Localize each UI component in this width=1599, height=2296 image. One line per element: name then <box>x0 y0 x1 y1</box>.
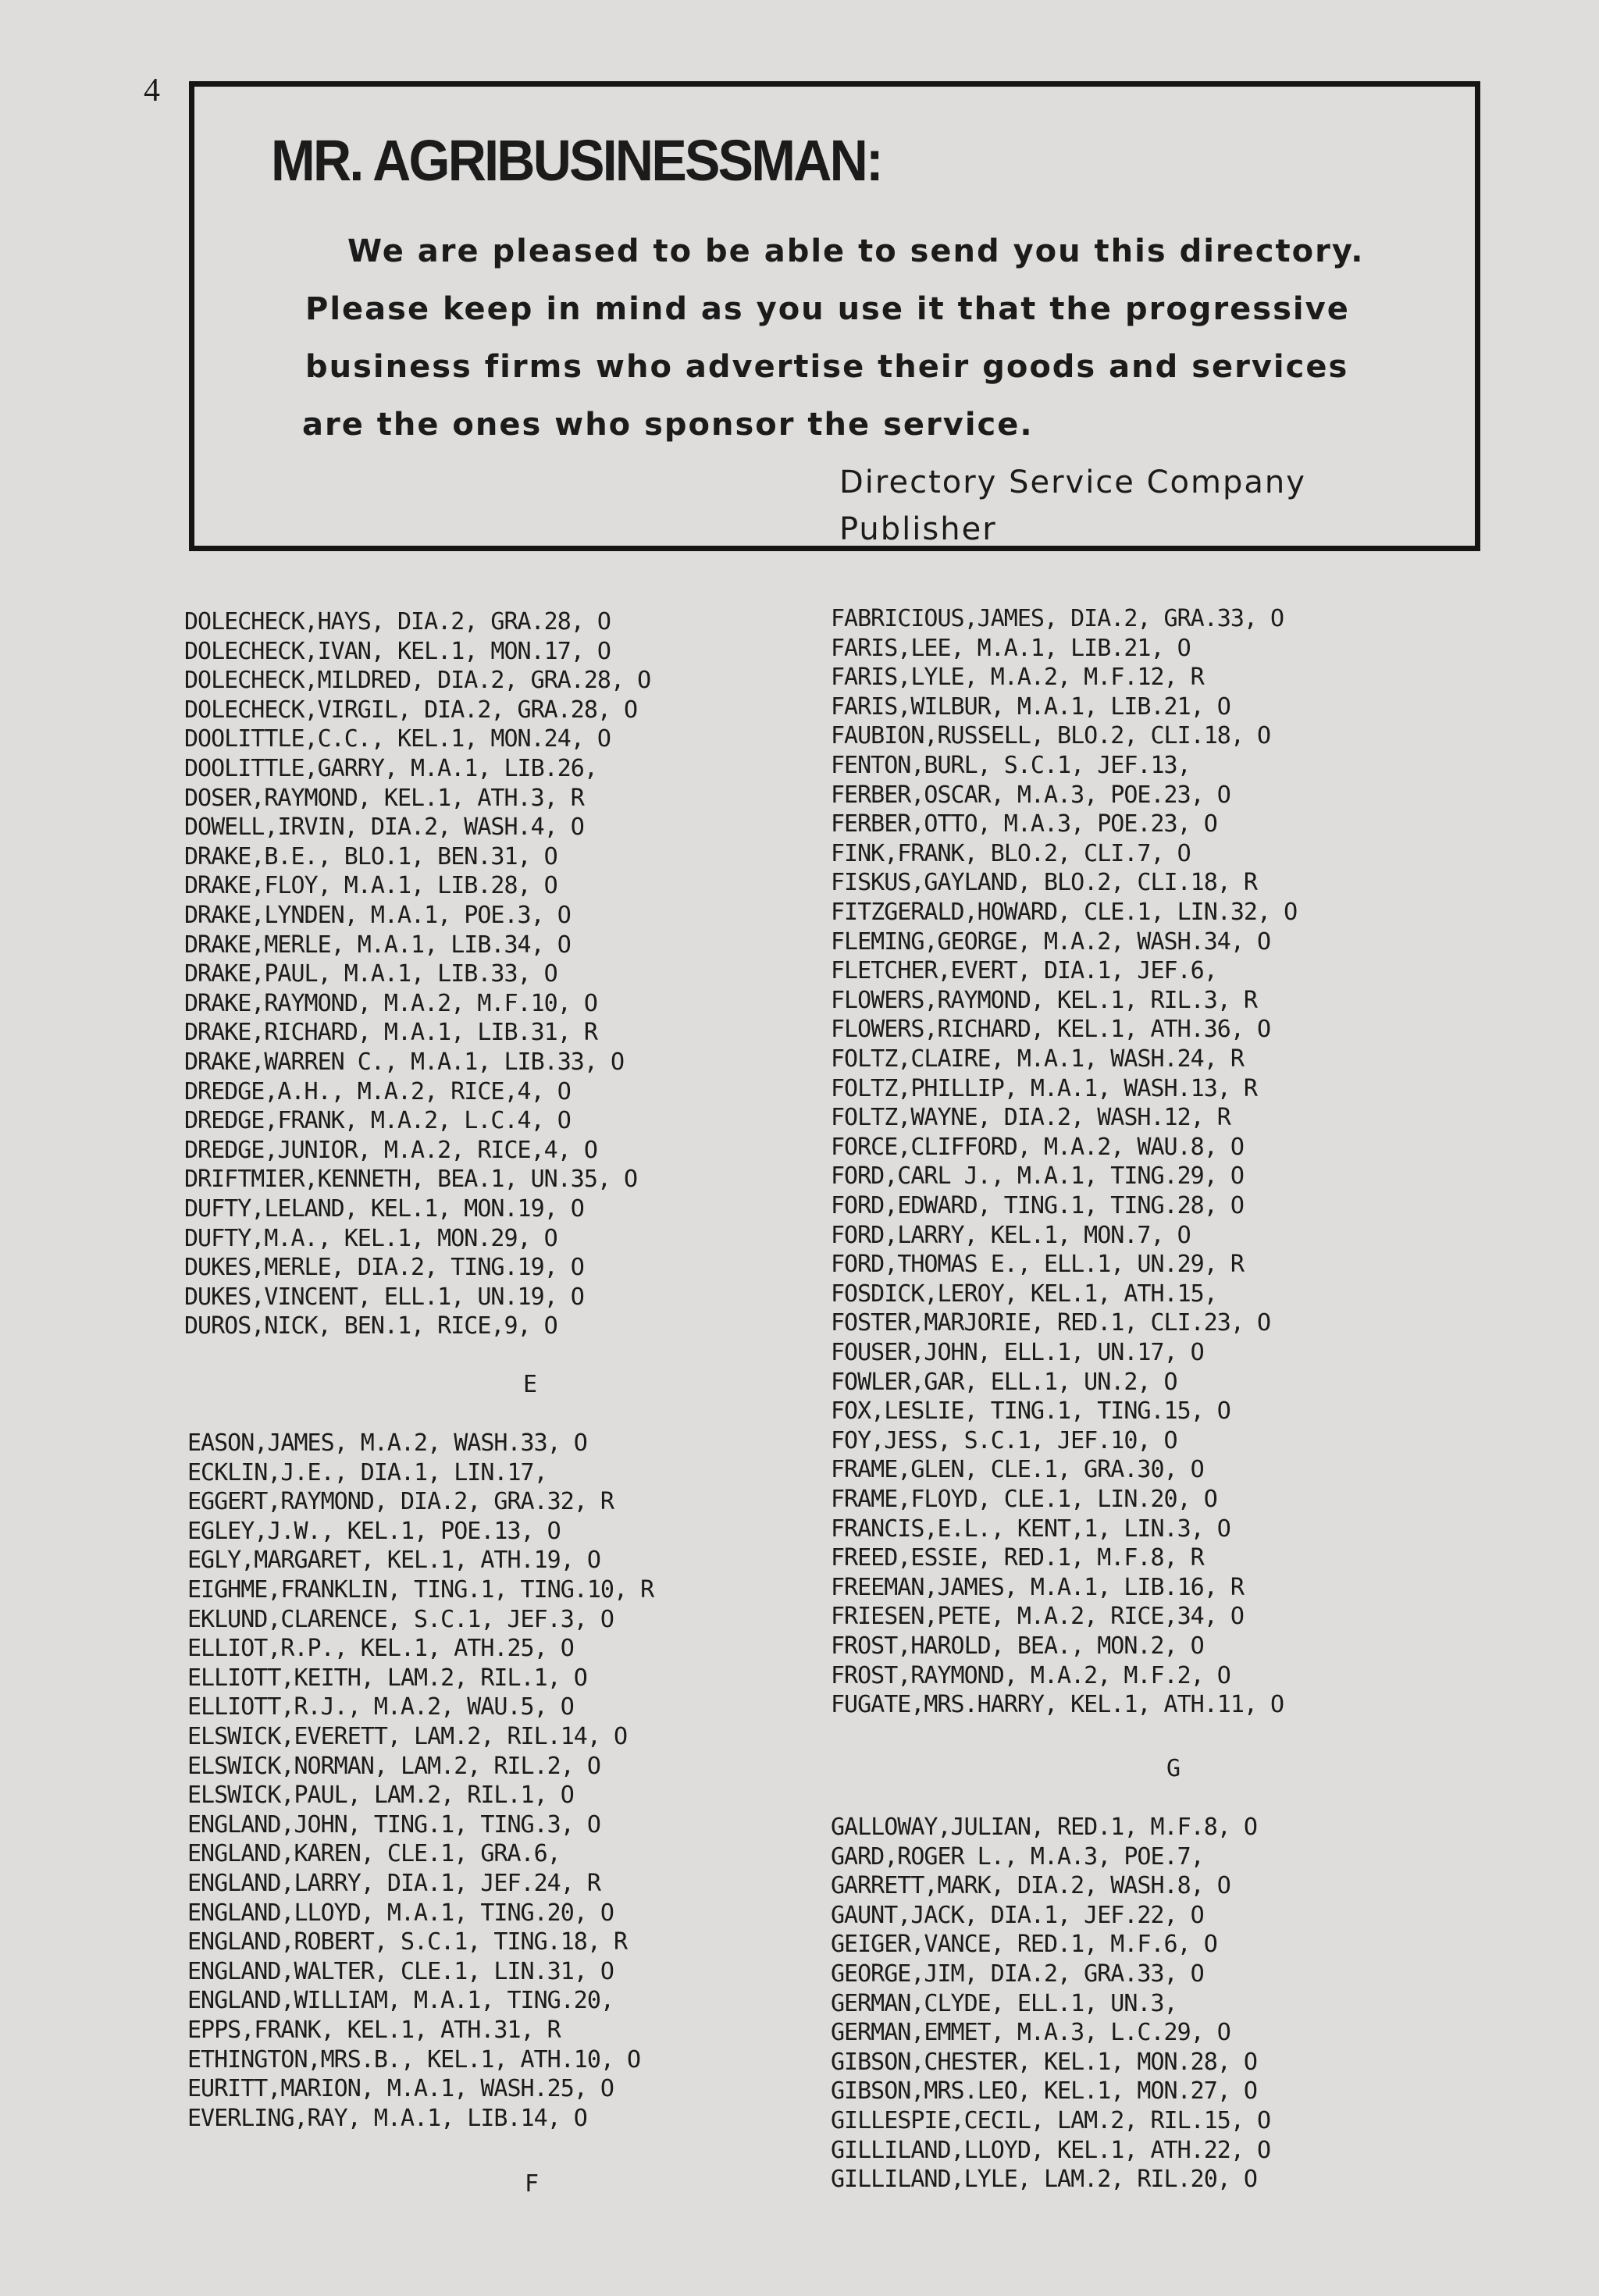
section-letter-f: F <box>525 2170 540 2198</box>
directory-entry: FABRICIOUS,JAMES, DIA.2, GRA.33, O <box>831 605 1284 632</box>
directory-entry: FREEMAN,JAMES, M.A.1, LIB.16, R <box>831 1573 1244 1601</box>
directory-entry: GERMAN,CLYDE, ELL.1, UN.3, <box>831 1989 1177 2017</box>
directory-entry: ENGLAND,ROBERT, S.C.1, TING.18, R <box>187 1928 628 1956</box>
directory-entry: GEIGER,VANCE, RED.1, M.F.6, O <box>831 1931 1217 1959</box>
directory-entry: FLETCHER,EVERT, DIA.1, JEF.6, <box>831 957 1217 985</box>
directory-entry: FENTON,BURL, S.C.1, JEF.13, <box>831 752 1191 779</box>
directory-entry: GILLILAND,LYLE, LAM.2, RIL.20, O <box>831 2166 1257 2194</box>
directory-entry: ECKLIN,J.E., DIA.1, LIN.17, <box>187 1458 547 1486</box>
directory-entry: ENGLAND,LARRY, DIA.1, JEF.24, R <box>187 1870 600 1897</box>
directory-entry: DOOLITTLE,GARRY, M.A.1, LIB.26, <box>184 755 597 782</box>
directory-entry: GEORGE,JIM, DIA.2, GRA.33, O <box>831 1960 1204 1988</box>
directory-entry: DREDGE,A.H., M.A.2, RICE,4, O <box>184 1077 571 1105</box>
notice-line: are the ones who sponsor the service. <box>302 407 1034 443</box>
directory-entry: FUGATE,MRS.HARRY, KEL.1, ATH.11, O <box>831 1691 1284 1719</box>
directory-entry: DRAKE,MERLE, M.A.1, LIB.34, O <box>184 931 571 959</box>
notice-line: Please keep in mind as you use it that the progressive <box>305 291 1350 327</box>
directory-entry: FOX,LESLIE, TING.1, TING.15, O <box>831 1397 1230 1426</box>
directory-entry: FOLTZ,CLAIRE, M.A.1, WASH.24, R <box>831 1045 1244 1073</box>
directory-entry: FOSDICK,LEROY, KEL.1, ATH.15, <box>831 1280 1217 1308</box>
directory-entry: FITZGERALD,HOWARD, CLE.1, LIN.32, O <box>831 899 1298 926</box>
directory-entry: GARRETT,MARK, DIA.2, WASH.8, O <box>831 1872 1230 1900</box>
directory-entry: DREDGE,FRANK, M.A.2, L.C.4, O <box>184 1107 571 1135</box>
directory-entry: EVERLING,RAY, M.A.1, LIB.14, O <box>187 2104 587 2132</box>
directory-entry: DRAKE,FLOY, M.A.1, LIB.28, O <box>184 872 557 900</box>
directory-entry: GILLILAND,LLOYD, KEL.1, ATH.22, O <box>831 2136 1271 2164</box>
directory-entry: FERBER,OSCAR, M.A.3, POE.23, O <box>831 781 1230 809</box>
directory-entry: FISKUS,GAYLAND, BLO.2, CLI.18, R <box>831 869 1257 897</box>
section-letter-e: E <box>523 1371 538 1398</box>
publisher-name: Directory Service Company <box>839 465 1306 500</box>
directory-entry: ELLIOTT,R.J., M.A.2, WAU.5, O <box>187 1693 574 1721</box>
directory-entry: FORD,LARRY, KEL.1, MON.7, O <box>831 1221 1191 1249</box>
directory-entry: FRIESEN,PETE, M.A.2, RICE,34, O <box>831 1603 1244 1631</box>
directory-entry: FORD,EDWARD, TING.1, TING.28, O <box>831 1192 1244 1219</box>
directory-entry: GIBSON,MRS.LEO, KEL.1, MON.27, O <box>831 2077 1257 2106</box>
directory-entry: FAUBION,RUSSELL, BLO.2, CLI.18, O <box>831 722 1271 750</box>
directory-entry: FOLTZ,PHILLIP, M.A.1, WASH.13, R <box>831 1074 1257 1102</box>
directory-entry: DRAKE,PAUL, M.A.1, LIB.33, O <box>184 960 557 988</box>
publisher-notice-box <box>189 81 1480 551</box>
directory-entry: ENGLAND,JOHN, TING.1, TING.3, O <box>187 1810 600 1839</box>
directory-entry: DRAKE,WARREN C., M.A.1, LIB.33, O <box>184 1048 625 1076</box>
directory-entry: ETHINGTON,MRS.B., KEL.1, ATH.10, O <box>187 2045 641 2074</box>
publisher-title: Publisher <box>839 511 997 547</box>
directory-entry: FRAME,GLEN, CLE.1, GRA.30, O <box>831 1456 1204 1484</box>
directory-entry: ELLIOT,R.P., KEL.1, ATH.25, O <box>187 1635 574 1663</box>
directory-entry: EGLEY,J.W., KEL.1, POE.13, O <box>187 1517 561 1545</box>
section-letter-g: G <box>1166 1755 1181 1782</box>
directory-entry: FREED,ESSIE, RED.1, M.F.8, R <box>831 1544 1204 1572</box>
directory-entry: DRAKE,LYNDEN, M.A.1, POE.3, O <box>184 902 571 929</box>
directory-entry: FORCE,CLIFFORD, M.A.2, WAU.8, O <box>831 1133 1244 1161</box>
directory-entry: EASON,JAMES, M.A.2, WASH.33, O <box>187 1429 587 1457</box>
directory-entry: FOUSER,JOHN, ELL.1, UN.17, O <box>831 1339 1204 1366</box>
directory-entry: FLOWERS,RAYMOND, KEL.1, RIL.3, R <box>831 986 1257 1014</box>
directory-entry: EURITT,MARION, M.A.1, WASH.25, O <box>187 2075 614 2103</box>
notice-line: We are pleased to be able to send you this directory. <box>347 233 1365 269</box>
directory-entry: DUKES,VINCENT, ELL.1, UN.19, O <box>184 1283 584 1311</box>
directory-entry: DRIFTMIER,KENNETH, BEA.1, UN.35, O <box>184 1166 638 1194</box>
directory-entry: ENGLAND,LLOYD, M.A.1, TING.20, O <box>187 1899 614 1927</box>
directory-entry: GAUNT,JACK, DIA.1, JEF.22, O <box>831 1901 1204 1929</box>
directory-entry: DOWELL,IRVIN, DIA.2, WASH.4, O <box>184 813 584 842</box>
directory-entry: FOLTZ,WAYNE, DIA.2, WASH.12, R <box>831 1104 1230 1132</box>
notice-title: MR. AGRIBUSINESSMAN: <box>271 128 881 193</box>
directory-entry: FRANCIS,E.L., KENT,1, LIN.3, O <box>831 1515 1230 1543</box>
directory-entry: DRAKE,RAYMOND, M.A.2, M.F.10, O <box>184 989 597 1017</box>
directory-entry: DUKES,MERLE, DIA.2, TING.19, O <box>184 1254 584 1282</box>
directory-entry: FERBER,OTTO, M.A.3, POE.23, O <box>831 810 1217 838</box>
directory-entry: GILLESPIE,CECIL, LAM.2, RIL.15, O <box>831 2107 1271 2134</box>
directory-entry: ENGLAND,WALTER, CLE.1, LIN.31, O <box>187 1957 614 1985</box>
directory-entry: GALLOWAY,JULIAN, RED.1, M.F.8, O <box>831 1814 1257 1841</box>
directory-entry: DREDGE,JUNIOR, M.A.2, RICE,4, O <box>184 1136 597 1164</box>
directory-entry: FORD,THOMAS E., ELL.1, UN.29, R <box>831 1251 1244 1279</box>
directory-entry: DOSER,RAYMOND, KEL.1, ATH.3, R <box>184 784 584 812</box>
directory-entry: EIGHME,FRANKLIN, TING.1, TING.10, R <box>187 1576 654 1604</box>
directory-entry: DOLECHECK,IVAN, KEL.1, MON.17, O <box>184 637 611 665</box>
directory-entry: ELSWICK,PAUL, LAM.2, RIL.1, O <box>187 1782 574 1810</box>
directory-entry: FOY,JESS, S.C.1, JEF.10, O <box>831 1426 1177 1454</box>
directory-entry: DOLECHECK,VIRGIL, DIA.2, GRA.28, O <box>184 696 638 724</box>
directory-entry: FOSTER,MARJORIE, RED.1, CLI.23, O <box>831 1309 1271 1337</box>
directory-entry: DRAKE,RICHARD, M.A.1, LIB.31, R <box>184 1019 597 1047</box>
directory-entry: DUFTY,LELAND, KEL.1, MON.19, O <box>184 1195 584 1223</box>
directory-entry: ENGLAND,KAREN, CLE.1, GRA.6, <box>187 1840 561 1868</box>
directory-entry: FLEMING,GEORGE, M.A.2, WASH.34, O <box>831 927 1271 956</box>
directory-entry: GARD,ROGER L., M.A.3, POE.7, <box>831 1842 1204 1871</box>
directory-entry: GIBSON,CHESTER, KEL.1, MON.28, O <box>831 2048 1257 2076</box>
directory-entry: EGGERT,RAYMOND, DIA.2, GRA.32, R <box>187 1488 614 1516</box>
directory-entry: FARIS,LYLE, M.A.2, M.F.12, R <box>831 664 1204 692</box>
directory-entry: FORD,CARL J., M.A.1, TING.29, O <box>831 1162 1244 1191</box>
directory-entry: FOWLER,GAR, ELL.1, UN.2, O <box>831 1368 1177 1396</box>
directory-entry: FROST,HAROLD, BEA., MON.2, O <box>831 1632 1204 1660</box>
directory-entry: DUFTY,M.A., KEL.1, MON.29, O <box>184 1224 557 1252</box>
directory-entry: FROST,RAYMOND, M.A.2, M.F.2, O <box>831 1661 1230 1689</box>
directory-entry: FARIS,LEE, M.A.1, LIB.21, O <box>831 634 1191 662</box>
directory-entry: GERMAN,EMMET, M.A.3, L.C.29, O <box>831 2019 1230 2047</box>
directory-entry: DOLECHECK,MILDRED, DIA.2, GRA.28, O <box>184 667 651 695</box>
page-number: 4 <box>144 73 160 109</box>
directory-entry: DUROS,NICK, BEN.1, RICE,9, O <box>184 1312 557 1340</box>
directory-entry: DOOLITTLE,C.C., KEL.1, MON.24, O <box>184 725 611 753</box>
directory-entry: ELSWICK,EVERETT, LAM.2, RIL.14, O <box>187 1723 628 1750</box>
notice-line: business firms who advertise their goods and services <box>305 349 1349 385</box>
directory-entry: ELSWICK,NORMAN, LAM.2, RIL.2, O <box>187 1752 600 1780</box>
directory-entry: FARIS,WILBUR, M.A.1, LIB.21, O <box>831 692 1230 721</box>
directory-entry: ELLIOTT,KEITH, LAM.2, RIL.1, O <box>187 1664 587 1692</box>
directory-entry: FINK,FRANK, BLO.2, CLI.7, O <box>831 839 1191 867</box>
directory-entry: ENGLAND,WILLIAM, M.A.1, TING.20, <box>187 1987 614 2015</box>
directory-entry: FRAME,FLOYD, CLE.1, LIN.20, O <box>831 1486 1217 1513</box>
directory-entry: EKLUND,CLARENCE, S.C.1, JEF.3, O <box>187 1605 614 1633</box>
directory-entry: EPPS,FRANK, KEL.1, ATH.31, R <box>187 2017 561 2044</box>
directory-entry: EGLY,MARGARET, KEL.1, ATH.19, O <box>187 1547 600 1575</box>
directory-entry: FLOWERS,RICHARD, KEL.1, ATH.36, O <box>831 1016 1271 1044</box>
directory-entry: DRAKE,B.E., BLO.1, BEN.31, O <box>184 842 557 870</box>
directory-entry: DOLECHECK,HAYS, DIA.2, GRA.28, O <box>184 608 611 635</box>
